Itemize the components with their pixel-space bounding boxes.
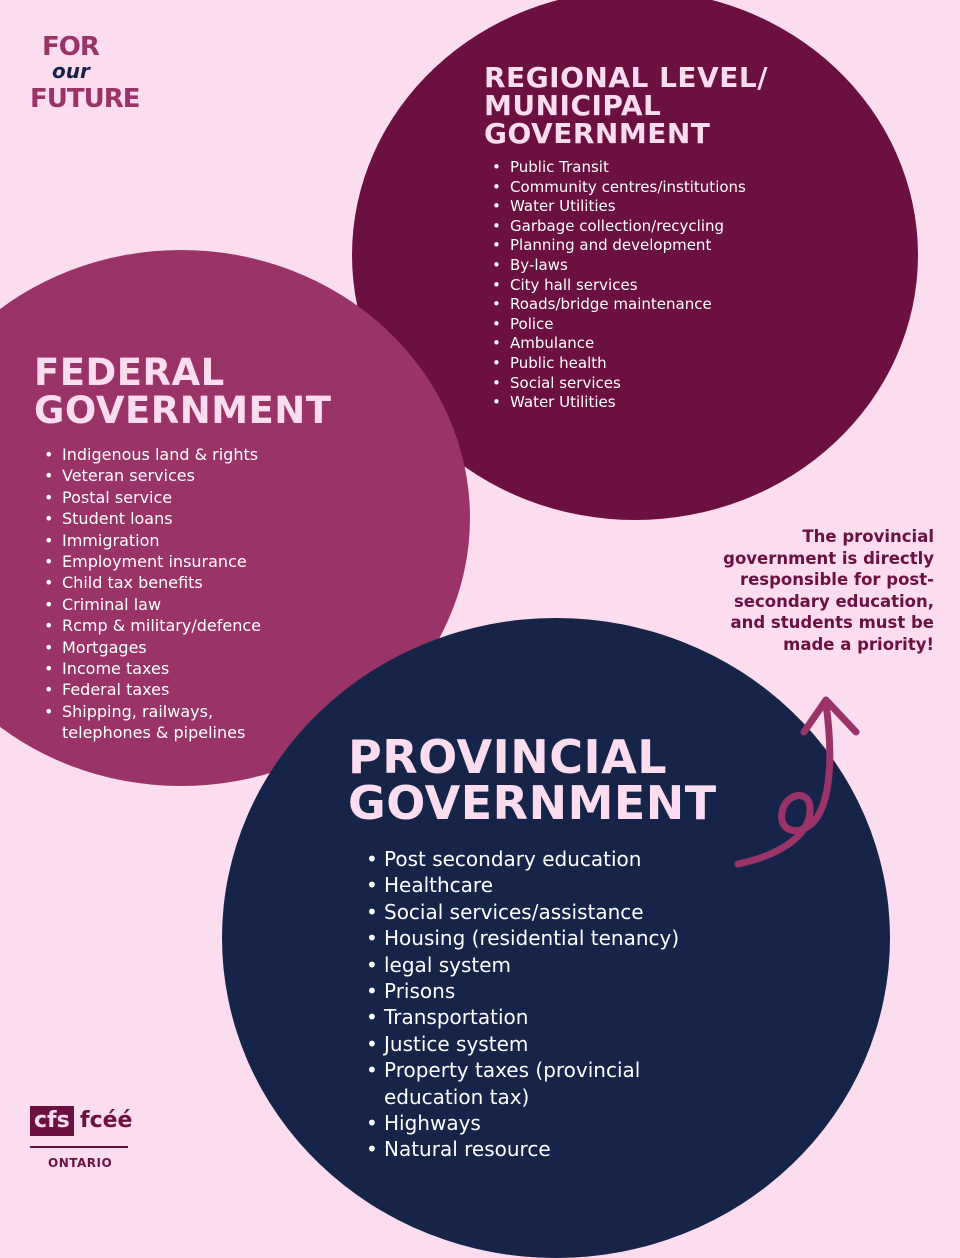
list-item: • Natural resource [366,1136,717,1162]
logo-divider [30,1146,128,1148]
regional-title-line-2: MUNICIPAL [484,89,662,122]
callout-line: and students must be [730,613,934,632]
regional-title-line-3: GOVERNMENT [484,117,711,150]
regional-title-line-1: REGIONAL LEVEL/ [484,61,768,94]
list-item: • Public health [492,354,768,374]
list-item: • Garbage collection/recycling [492,217,768,237]
list-item: • Community centres/institutions [492,178,768,198]
logo-ontario: ONTARIO [48,1156,113,1170]
list-item: • Indigenous land & rights [44,444,332,465]
federal-title-line-1: FEDERAL [34,351,225,394]
list-item: • Planning and development [492,236,768,256]
list-item: • Highways [366,1110,717,1136]
list-item: • Mortgages [44,637,332,658]
regional-title [484,61,768,150]
list-item: • Prisons [366,978,717,1004]
list-item: • Student loans [44,508,332,529]
provincial-callout [672,526,934,655]
list-item: • Water Utilities [492,197,768,217]
federal-list [44,444,332,744]
callout-line: government is directly [723,548,934,568]
logo-cfs: cfs [30,1106,74,1136]
regional-list [492,158,768,413]
list-item: • Water Utilities [492,393,768,413]
provincial-list [366,846,717,1163]
list-item: • Immigration [44,530,332,551]
callout-line: secondary education, [733,591,934,611]
provincial-title [348,730,717,830]
list-item: • Roads/bridge maintenance [492,295,768,315]
list-item: • Social services [492,374,768,394]
provincial-title-line-2: GOVERNMENT [348,776,717,830]
federal-section [34,351,332,744]
list-item: • Post secondary education [366,846,717,872]
callout-line: made a priority! [783,634,934,654]
logo-fcee: fcéé [80,1108,133,1133]
for-our-future-logo [30,32,140,116]
federal-title-line-2: GOVERNMENT [34,389,332,432]
list-item: • Postal service [44,487,332,508]
list-item: • Income taxes [44,658,332,679]
list-item: • Property taxes (provincial education tax) [366,1057,717,1110]
list-item: • Ambulance [492,334,768,354]
list-item: • By-laws [492,256,768,276]
list-item: • Public Transit [492,158,768,178]
logo-word-our: our [52,59,90,83]
federal-title [34,351,332,432]
list-item: • legal system [366,952,717,978]
list-item: • City hall services [492,276,768,296]
list-item: • Social services/assistance [366,899,717,925]
logo-word-for: FOR [42,32,99,62]
provincial-title-line-1: PROVINCIAL [348,730,668,784]
list-item: • Shipping, railways, telephones & pipelines [44,701,332,744]
list-item: • Transportation [366,1004,717,1030]
callout-line: responsible for post- [739,570,934,589]
list-item: • Justice system [366,1031,717,1057]
list-item: • Rcmp & military/defence [44,615,332,636]
list-item: • Housing (residential tenancy) [366,925,717,951]
logo-word-future: FUTURE [30,84,140,114]
list-item: • Veteran services [44,465,332,486]
list-item: • Criminal law [44,594,332,615]
list-item: • Federal taxes [44,679,332,700]
provincial-section [348,730,717,1163]
list-item: • Employment insurance [44,551,332,572]
curved-arrow-icon [726,688,876,878]
list-item: • Healthcare [366,872,717,898]
cfs-fcee-ontario-logo [30,1106,133,1176]
callout-line: The provincial [802,527,934,546]
regional-section [484,61,768,413]
list-item: • Police [492,315,768,335]
list-item: • Child tax benefits [44,572,332,593]
